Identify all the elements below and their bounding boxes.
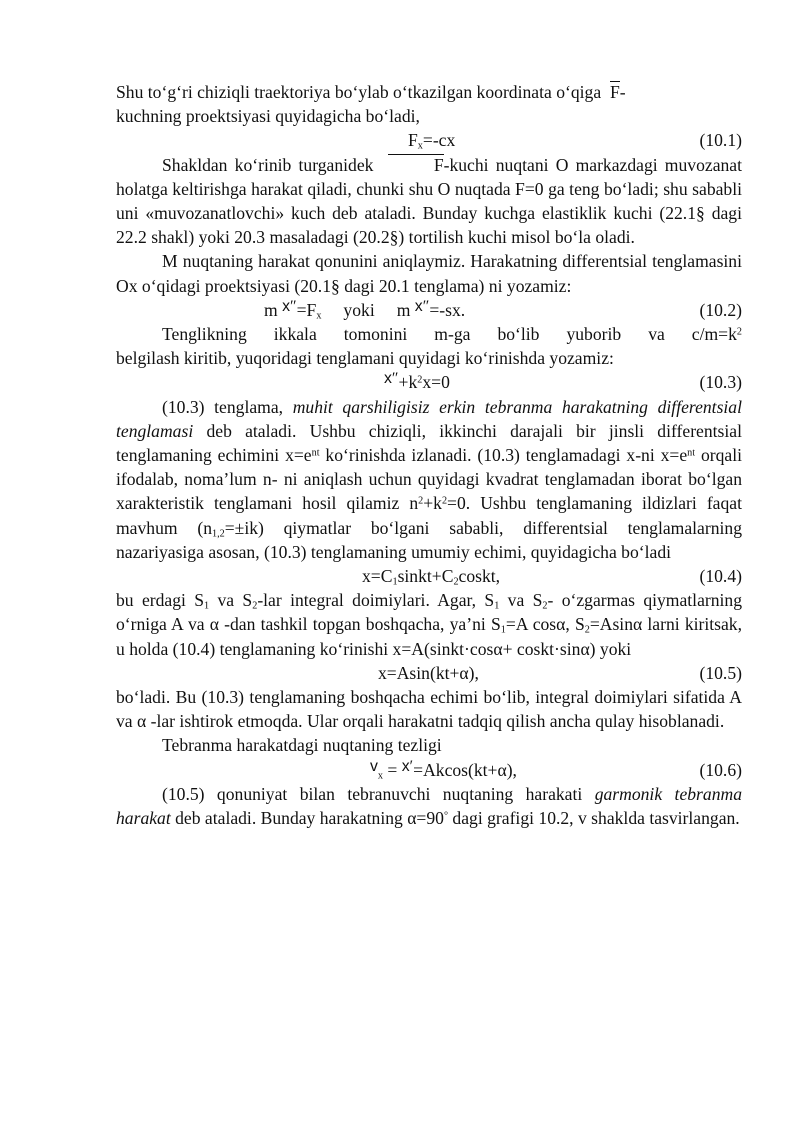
document-body [116,80,742,830]
text-run: Shu to‘g‘ri chiziqli traektoriya bo‘ylab o‘tkazilgan koordinata o‘qiga [116,82,602,102]
paragraph-4-line-2: belgilash kiritib, yuqoridagi tenglamani quyidagi ko‘rinishda yozamiz: [116,348,614,369]
equation-body: $F_x=-cx$ [408,130,456,152]
equation-10-5 [116,661,742,685]
equation-number: (10.1) [699,130,742,151]
vector-F-symbol: F [388,153,444,177]
equation-10-4 [116,564,742,588]
equation-number: (10.3) [699,372,742,393]
equation-number: (10.4) [699,566,742,587]
vector-F-symbol: F [610,80,620,104]
equation-10-6 [116,758,742,782]
equation-10-1 [116,128,742,152]
equation-body: $v_x = x'=Akcos(kt+\alpha)$, [370,757,517,782]
equation-number: (10.2) [699,299,742,320]
equation-body: m $x''=F_x$ yoki m x″=-sx. [264,297,466,322]
equation-number: (10.5) [699,662,742,683]
equation-body: $x=C_1sinkt+C_2coskt$, [362,566,501,588]
equation-number: (10.6) [699,759,742,780]
paragraph-3: M nuqtaning harakat qonunini aniqlaymiz. Harakatning differentsial tenglamasini Ox o‘qidagi proektsiyasi (20.1§ dagi 20.1 tenglama) ni yozamiz: [116,251,742,296]
paragraph-8: Tebranma harakatdagi nuqtaning tezligi [162,735,442,756]
paragraph-9: (10.5) qonuniyat bilan tebranuvchi nuqtaning harakati garmonik tebranma harakat deb ataladi. Bunday harakatning α=90° dagi grafigi 10.2, v shaklda tasvirlangan. [116,783,742,828]
paragraph-4-line-1: Tenglikning ikkala tomonini m-ga bo‘lib yuborib va $c/m=k^2$ [162,324,742,344]
text-run: kuchning proektsiyasi quyidagicha bo‘ladi, [116,106,420,127]
paragraph-7: bo‘ladi. Bu (10.3) tenglamaning boshqacha echimi bo‘lib, integral doimiylari sifatida A va α -lar ishtirok etmoqda. Ular orqali harakatni tadqiq qilish ancha qulay hisoblanadi. [116,687,742,732]
paragraph-2 [116,153,742,250]
paragraph-1 [116,80,742,128]
text-run: -kuchi nuqtani O markazdagi muvozanat holatga keltirishga harakat qiladi, chunki shu O nuqtada F=0 ga teng bo‘ladi; shu sababli uni «muvozanatlovchi» kuch deb ataladi. Bunday kuchga elastiklik kuchi (22.1§ dagi 22.2 shakl) yoki 20.3 masaladagi (20.2§) tortilish kuchi misol bo‘la oladi. [116,154,742,248]
equation-body: $x''+k^2x=0$ [384,370,450,393]
equation-10-2 [116,298,742,322]
equation-body: x=Asin(kt+α), [378,662,479,683]
text-run: Shakldan ko‘rinib turganidek [162,154,374,175]
equation-10-3 [116,370,742,394]
paragraph-6: bu erdagi $S_1$ va $S_2$-lar integral doimiylari. Agar, $S_1$ va $S_2-$ o‘zgarmas qiymatlarning o‘rniga A va α -dan tashkil topgan boshqacha, ya’ni $S_1=A$ cosα, $S_2=Asin\alpha$ larni kiritsak, u holda (10.4) tenglamaning ko‘rinishi x=A(sinkt·cosα+ coskt·sinα) yoki [116,590,743,659]
paragraph-5: (10.3) tenglama, muhit qarshiligisiz erkin tebranma harakatning differentsial tenglamasi deb ataladi. Ushbu chiziqli, ikkinchi darajali bir jinsli differentsial tenglamaning echimini $x=e^{nt}$ ko‘rinishda izlanadi. (10.3) tenglamadagi x-ni $x=e^{nt}$ orqali ifodalab, noma’lum n- ni aniqlash uchun quyidagi kvadrat tenglamadan iborat bo‘lgan xarakteristik tenglamani hosil qilamiz $n^2+k^2=0$. Ushbu tenglamaning ildizlari faqat mavhum $(n_{1,2}=\pm ik)$ qiymatlar bo‘lgani sababli, differentsial tenglamalarning nazariyasiga asosan, (10.3) tenglamaning umumiy echimi, quyidagicha bo‘ladi [116,396,743,562]
text-run: - [619,82,626,102]
